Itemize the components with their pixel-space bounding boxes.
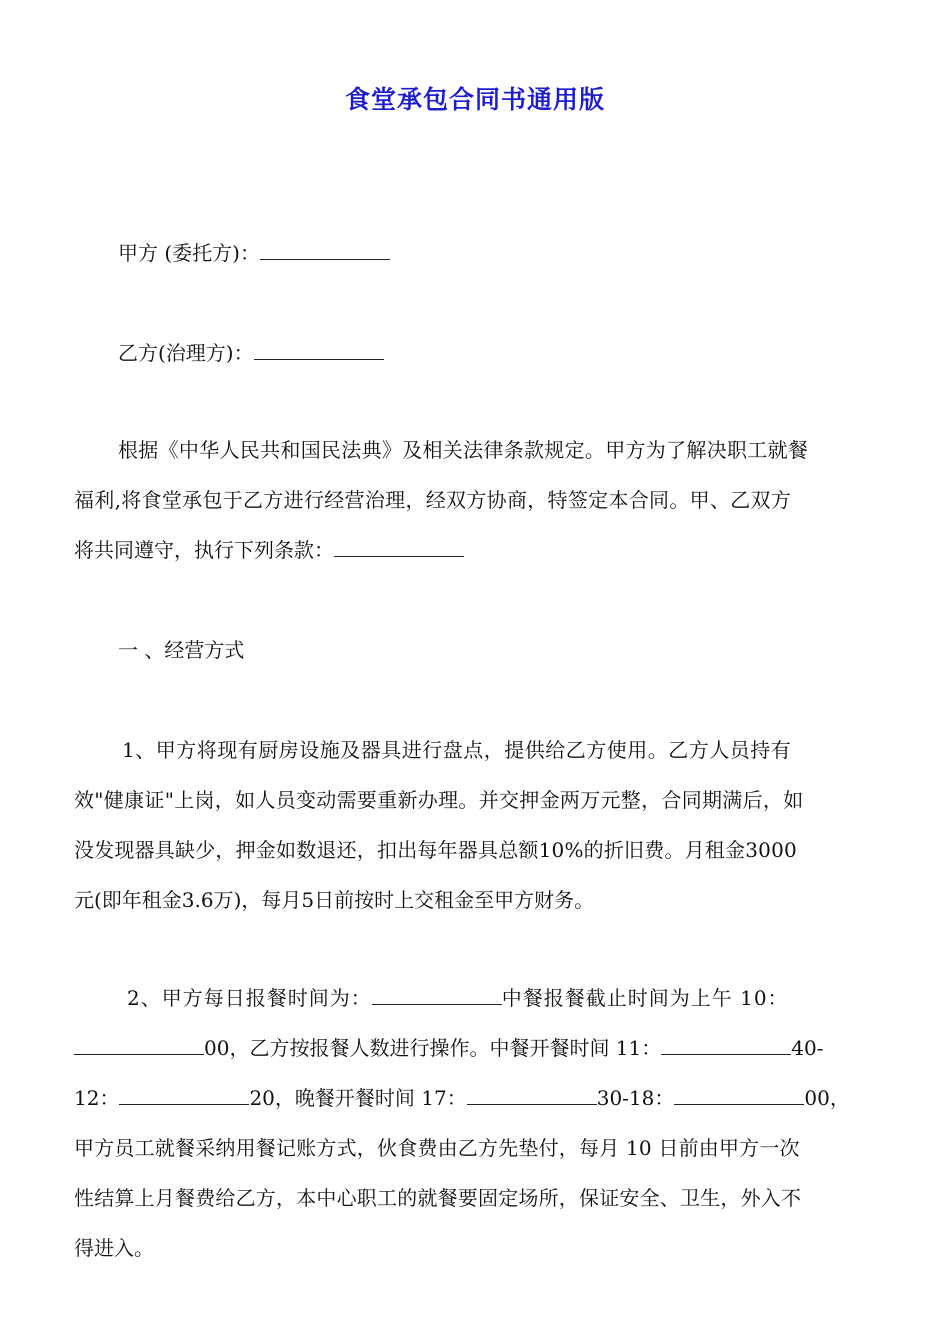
dinner-open-blank <box>467 1086 597 1105</box>
intro-line-1: 根据《中华人民共和国民法典》及相关法律条款规定。甲方为了解决职工就餐 <box>118 438 809 462</box>
clause-2-line-6: 得进入。 <box>74 1236 154 1260</box>
report-time-blank <box>372 986 502 1005</box>
section-1-heading: 一 、经营方式 <box>118 638 245 662</box>
intro-blank <box>334 538 464 557</box>
clause-1-line-4: 元(即年租金3.6万)，每月5日前按时上交租金至甲方财务。 <box>74 888 595 912</box>
document-title: 食堂承包合同书通用版 <box>344 85 605 114</box>
clause-2-l3-d: 00， <box>804 1086 850 1110</box>
party-a-line <box>118 240 390 266</box>
clause-2-l3-b: 20，晚餐开餐时间 17： <box>249 1086 467 1110</box>
clause-2-line-3 <box>74 1085 850 1111</box>
lunch-cutoff-blank <box>74 1036 204 1055</box>
intro-line-3-text: 将共同遵守，执行下列条款： <box>74 538 334 562</box>
party-a-blank <box>260 241 390 260</box>
dinner-close-blank <box>674 1086 804 1105</box>
party-b-blank <box>254 341 384 360</box>
clause-2-line-2 <box>74 1035 823 1061</box>
lunch-close-blank <box>119 1086 249 1105</box>
party-b-label: 乙方(治理方)： <box>118 341 254 365</box>
clause-2-line-5: 性结算上月餐费给乙方，本中心职工的就餐要固定场所，保证安全、卫生，外入不 <box>74 1186 802 1210</box>
party-b-line <box>118 340 384 366</box>
clause-1-line-3: 没发现器具缺少，押金如数退还，扣出每年器具总额10%的折旧费。月租金3000 <box>74 838 797 862</box>
clause-2-l3-a: 12： <box>74 1086 120 1110</box>
clause-2-l2-b: 40- <box>791 1036 824 1060</box>
intro-line-3 <box>74 537 464 563</box>
clause-2-l2-a: 00，乙方按报餐人数进行操作。中餐开餐时间 11： <box>204 1036 662 1060</box>
clause-1-line-2: 效"健康证"上岗，如人员变动需要重新办理。并交押金两万元整，合同期满后，如 <box>74 788 804 812</box>
clause-2-line-4: 甲方员工就餐采纳用餐记账方式，伙食费由乙方先垫付，每月 10 日前由甲方一次 <box>74 1136 800 1160</box>
lunch-open-blank <box>661 1036 791 1055</box>
clause-1-line-1: 1、甲方将现有厨房设施及器具进行盘点，提供给乙方使用。乙方人员持有 <box>122 738 792 762</box>
clause-2-l1-b: 中餐报餐截止时间为上午 10： <box>501 986 789 1010</box>
clause-2-line-1 <box>127 985 789 1011</box>
clause-2-l1-a: 2、甲方每日报餐时间为： <box>127 986 372 1010</box>
party-a-label: 甲方 (委托方)： <box>118 241 260 265</box>
clause-2-l3-c: 30-18： <box>596 1086 675 1110</box>
intro-line-2: 福利,将食堂承包于乙方进行经营治理，经双方协商，特签定本合同。甲、乙双方 <box>74 488 792 512</box>
